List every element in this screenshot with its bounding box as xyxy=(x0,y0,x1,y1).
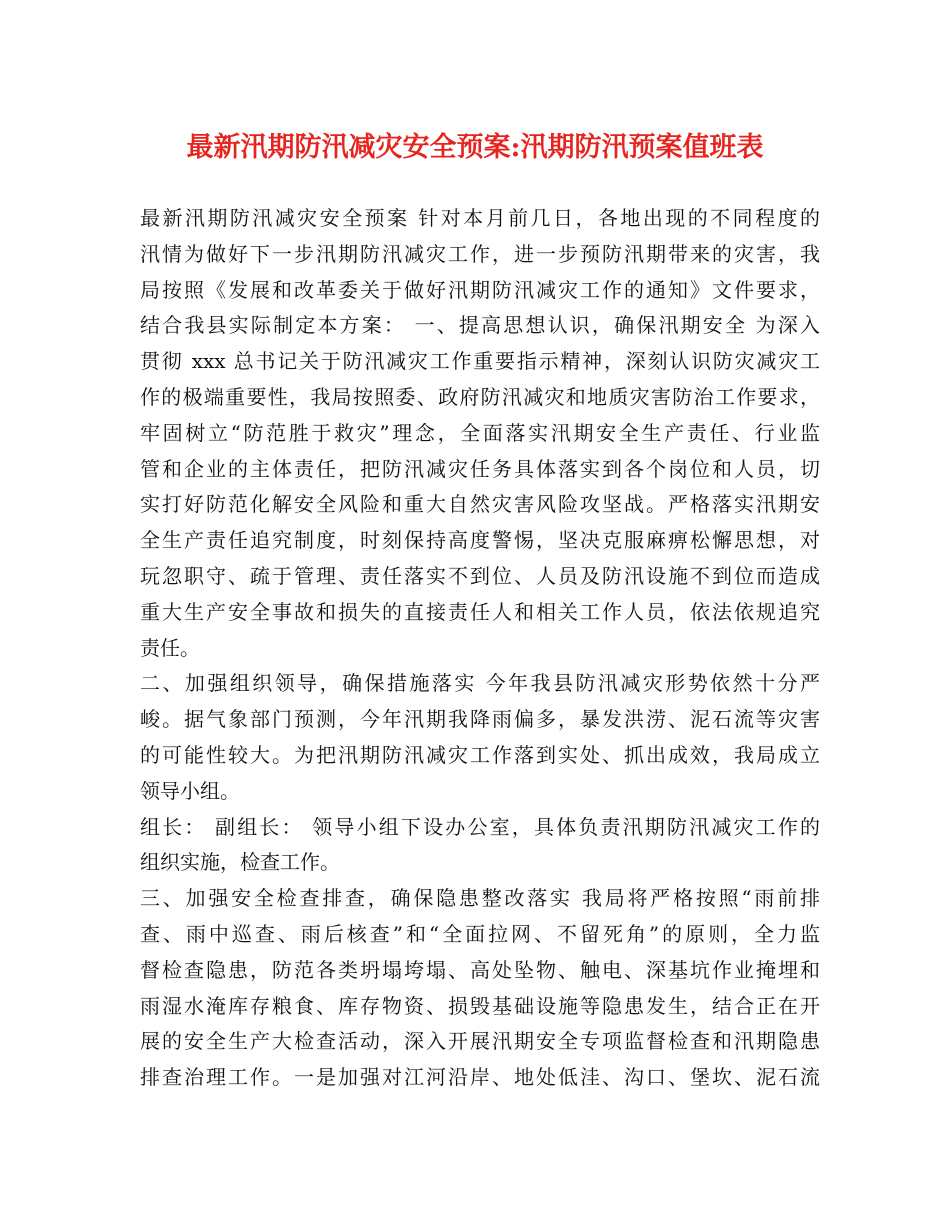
body-line: 全生产责任追究制度，时刻保持高度警惕，坚决克服麻痹松懈思想，对 xyxy=(140,528,820,553)
body-line: 重大生产安全事故和损失的直接责任人和相关工作人员，依法依规追究 xyxy=(140,599,820,624)
body-line: 责任。 xyxy=(140,635,200,660)
body-line: 组织实施，检查工作。 xyxy=(140,850,340,875)
body-line: 玩忽职守、疏于管理、责任落实不到位、人员及防汛设施不到位而造成 xyxy=(140,563,820,588)
body-line: 贯彻 xxx 总书记关于防汛减灾工作重要指示精神，深刻认识防灾减灾工 xyxy=(140,349,820,374)
body-line: 作的极端重要性，我局按照委、政府防汛减灾和地质灾害防治工作要求， xyxy=(140,384,820,409)
body-line: 结合我县实际制定本方案： 一、提高思想认识，确保汛期安全 为深入 xyxy=(140,313,820,338)
body-line: 雨湿水淹库存粮食、库存物资、损毁基础设施等隐患发生，结合正在开 xyxy=(140,993,820,1018)
body-line: 督检查隐患，防范各类坍塌垮塌、高处坠物、触电、深基坑作业掩埋和 xyxy=(140,957,820,982)
body-line: 管和企业的主体责任，把防汛减灾任务具体落实到各个岗位和人员，切 xyxy=(140,456,820,481)
document-title: 最新汛期防汛减灾安全预案:汛期防汛预案值班表 xyxy=(186,132,764,163)
document-body xyxy=(140,201,820,1096)
body-line: 排查治理工作。一是加强对江河沿岸、地处低洼、沟口、堡坎、泥石流 xyxy=(140,1065,820,1090)
body-line: 领导小组。 xyxy=(140,778,240,803)
body-line: 查、雨中巡查、雨后核查”和“全面拉网、不留死角”的原则，全力监 xyxy=(140,921,820,946)
body-line: 局按照《发展和改革委关于做好汛期防汛减灾工作的通知》文件要求， xyxy=(140,277,820,302)
body-line: 组长： 副组长： 领导小组下设办公室，具体负责汛期防汛减灾工作的 xyxy=(140,814,820,839)
body-line: 汛情为做好下一步汛期防汛减灾工作，进一步预防汛期带来的灾害，我 xyxy=(140,241,820,266)
body-line: 的可能性较大。为把汛期防汛减灾工作落到实处、抓出成效，我局成立 xyxy=(140,742,820,767)
body-line: 峻。据气象部门预测，今年汛期我降雨偏多，暴发洪涝、泥石流等灾害 xyxy=(140,707,820,732)
body-line: 牢固树立“防范胜于救灾”理念，全面落实汛期安全生产责任、行业监 xyxy=(140,420,820,445)
body-line: 最新汛期防汛减灾安全预案 针对本月前几日，各地出现的不同程度的 xyxy=(140,206,820,230)
body-line: 三、加强安全检查排查，确保隐患整改落实 我局将严格按照“雨前排 xyxy=(140,886,820,911)
body-line: 二、加强组织领导，确保措施落实 今年我县防汛减灾形势依然十分严 xyxy=(140,671,820,696)
body-line: 展的安全生产大检查活动，深入开展汛期安全专项监督检查和汛期隐患 xyxy=(140,1029,820,1054)
body-line: 实打好防范化解安全风险和重大自然灾害风险攻坚战。严格落实汛期安 xyxy=(140,492,820,517)
